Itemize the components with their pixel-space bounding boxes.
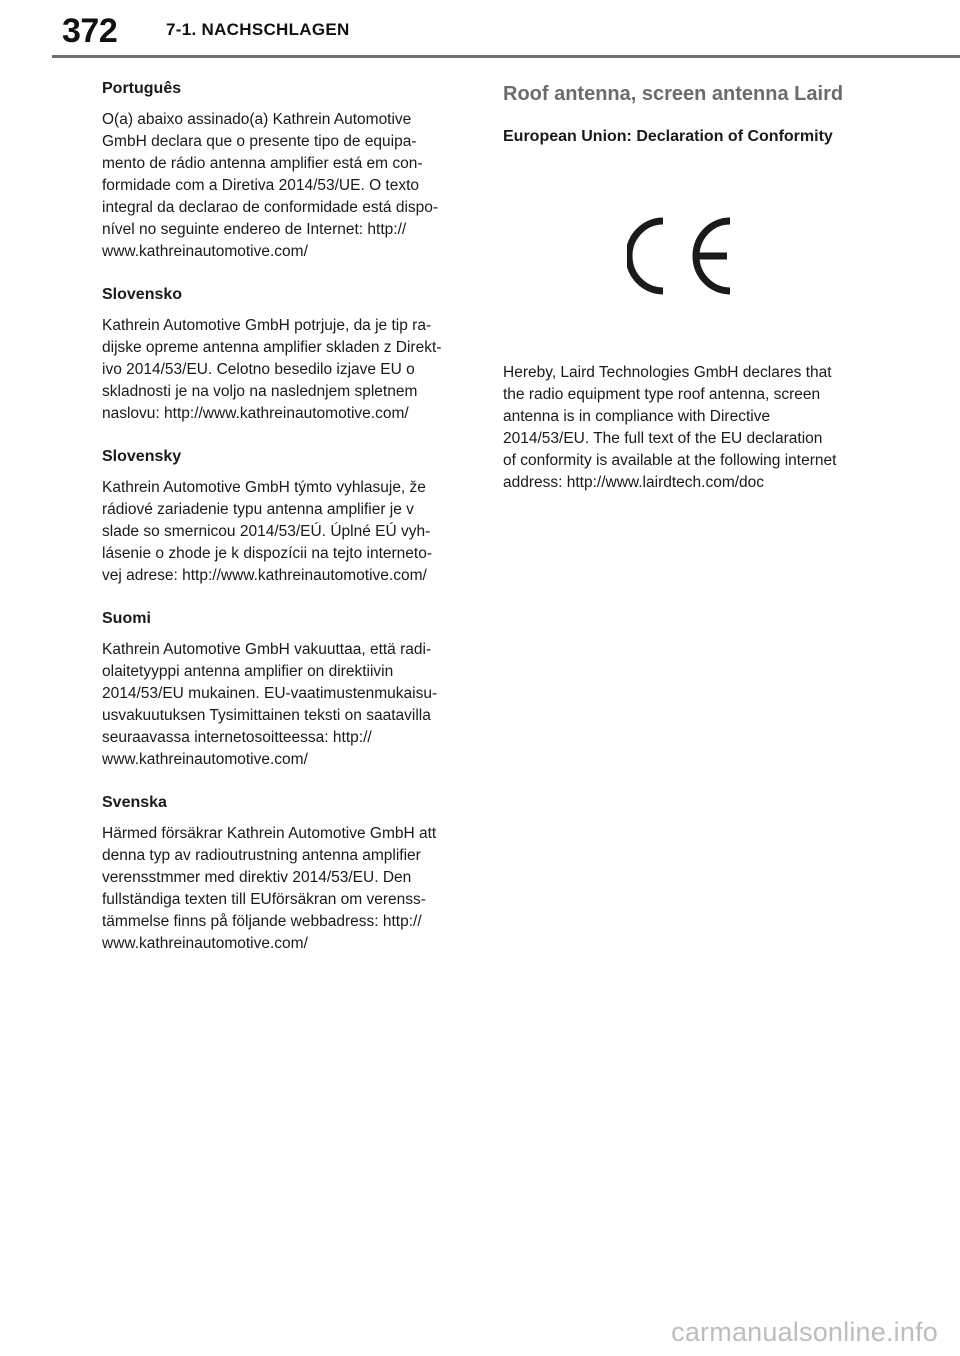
text-line: www.kathreinautomotive.com/ [102, 751, 308, 768]
text-line: antenna is in compliance with Directive [503, 408, 771, 425]
section-heading: Português [102, 80, 182, 97]
text-line: denna typ av radioutrustning antenna amplifier [102, 847, 421, 864]
text-line: Kathrein Automotive GmbH potrjuje, da je tip ra- [102, 317, 432, 334]
text-line: dijske opreme antenna amplifier skladen z Direkt- [102, 339, 442, 356]
section-heading: Slovensky [102, 448, 182, 465]
text-line: Hereby, Laird Technologies GmbH declares that [503, 364, 832, 381]
page-header [0, 0, 960, 58]
text-line: tämmelse finns på följande webbadress: http:// [102, 913, 422, 930]
text-line: rádiové zariadenie typu antenna amplifier je v [102, 501, 414, 518]
text-line: address: http://www.lairdtech.com/doc [503, 474, 765, 491]
declaration-subtitle: European Union: Declaration of Conformity [503, 128, 833, 145]
text-line: olaitetyyppi antenna amplifier on direktiivin [102, 663, 394, 680]
section-title-laird: Roof antenna, screen antenna Laird [503, 83, 844, 105]
text-line: integral da declarao de conformidade está dispo- [102, 199, 439, 216]
right-column [503, 78, 873, 491]
text-line: mento de rádio antenna amplifier está em con- [102, 155, 423, 172]
text-line: formidade com a Diretiva 2014/53/UE. O texto [102, 177, 420, 194]
text-line: www.kathreinautomotive.com/ [102, 243, 308, 260]
header-divider [52, 55, 960, 58]
text-line: vej adrese: http://www.kathreinautomotive.com/ [102, 567, 427, 584]
text-line: 2014/53/EU. The full text of the EU declaration [503, 430, 823, 447]
text-line: O(a) abaixo assinado(a) Kathrein Automotive [102, 111, 412, 128]
section-heading: Slovensko [102, 286, 183, 303]
text-line: usvakuutuksen Tysimittainen teksti on saatavilla [102, 707, 431, 724]
section-title: 7-1. NACHSCHLAGEN [166, 20, 350, 39]
section-slovensko [102, 284, 467, 425]
ce-mark-icon [627, 215, 737, 297]
site-watermark: carmanualsonline.info [671, 1317, 938, 1347]
text-line: Kathrein Automotive GmbH týmto vyhlasuje, že [102, 479, 426, 496]
text-line: www.kathreinautomotive.com/ [102, 935, 308, 952]
text-line: seuraavassa internetosoitteessa: http:// [102, 729, 372, 746]
declaration-body [503, 362, 873, 494]
section-heading: Suomi [102, 610, 151, 627]
text-line: ivo 2014/53/EU. Celotno besedilo izjave EU o [102, 361, 415, 378]
section-body [102, 109, 467, 263]
text-line: verensstmmer med direktiv 2014/53/EU. Den [102, 869, 412, 886]
text-line: Härmed försäkrar Kathrein Automotive GmbH att [102, 825, 437, 842]
left-column [102, 78, 467, 976]
section-body [102, 477, 467, 587]
text-line: the radio equipment type roof antenna, screen [503, 386, 821, 403]
text-line: nível no seguinte endereo de Internet: http:// [102, 221, 407, 238]
section-suomi [102, 608, 467, 771]
section-heading: Svenska [102, 794, 167, 811]
section-portugues [102, 78, 467, 263]
section-body [102, 639, 467, 771]
section-svenska [102, 792, 467, 955]
text-line: of conformity is available at the following internet [503, 452, 837, 469]
section-body [102, 315, 467, 425]
text-line: lásenie o zhode je k dispozícii na tejto interneto- [102, 545, 433, 562]
text-line: 2014/53/EU mukainen. EU-vaatimustenmukaisu- [102, 685, 438, 702]
text-line: skladnosti je na voljo na naslednjem spletnem [102, 383, 418, 400]
page-number: 372 [62, 12, 118, 50]
section-slovensky [102, 446, 467, 587]
text-line: naslovu: http://www.kathreinautomotive.com/ [102, 405, 409, 422]
text-line: Kathrein Automotive GmbH vakuuttaa, että radi- [102, 641, 432, 658]
text-line: GmbH declara que o presente tipo de equipa- [102, 133, 417, 150]
text-line: slade so smernicou 2014/53/EÚ. Úplné EÚ vyh- [102, 523, 431, 540]
text-line: fullständiga texten till EUförsäkran om verenss- [102, 891, 426, 908]
section-body [102, 823, 467, 955]
